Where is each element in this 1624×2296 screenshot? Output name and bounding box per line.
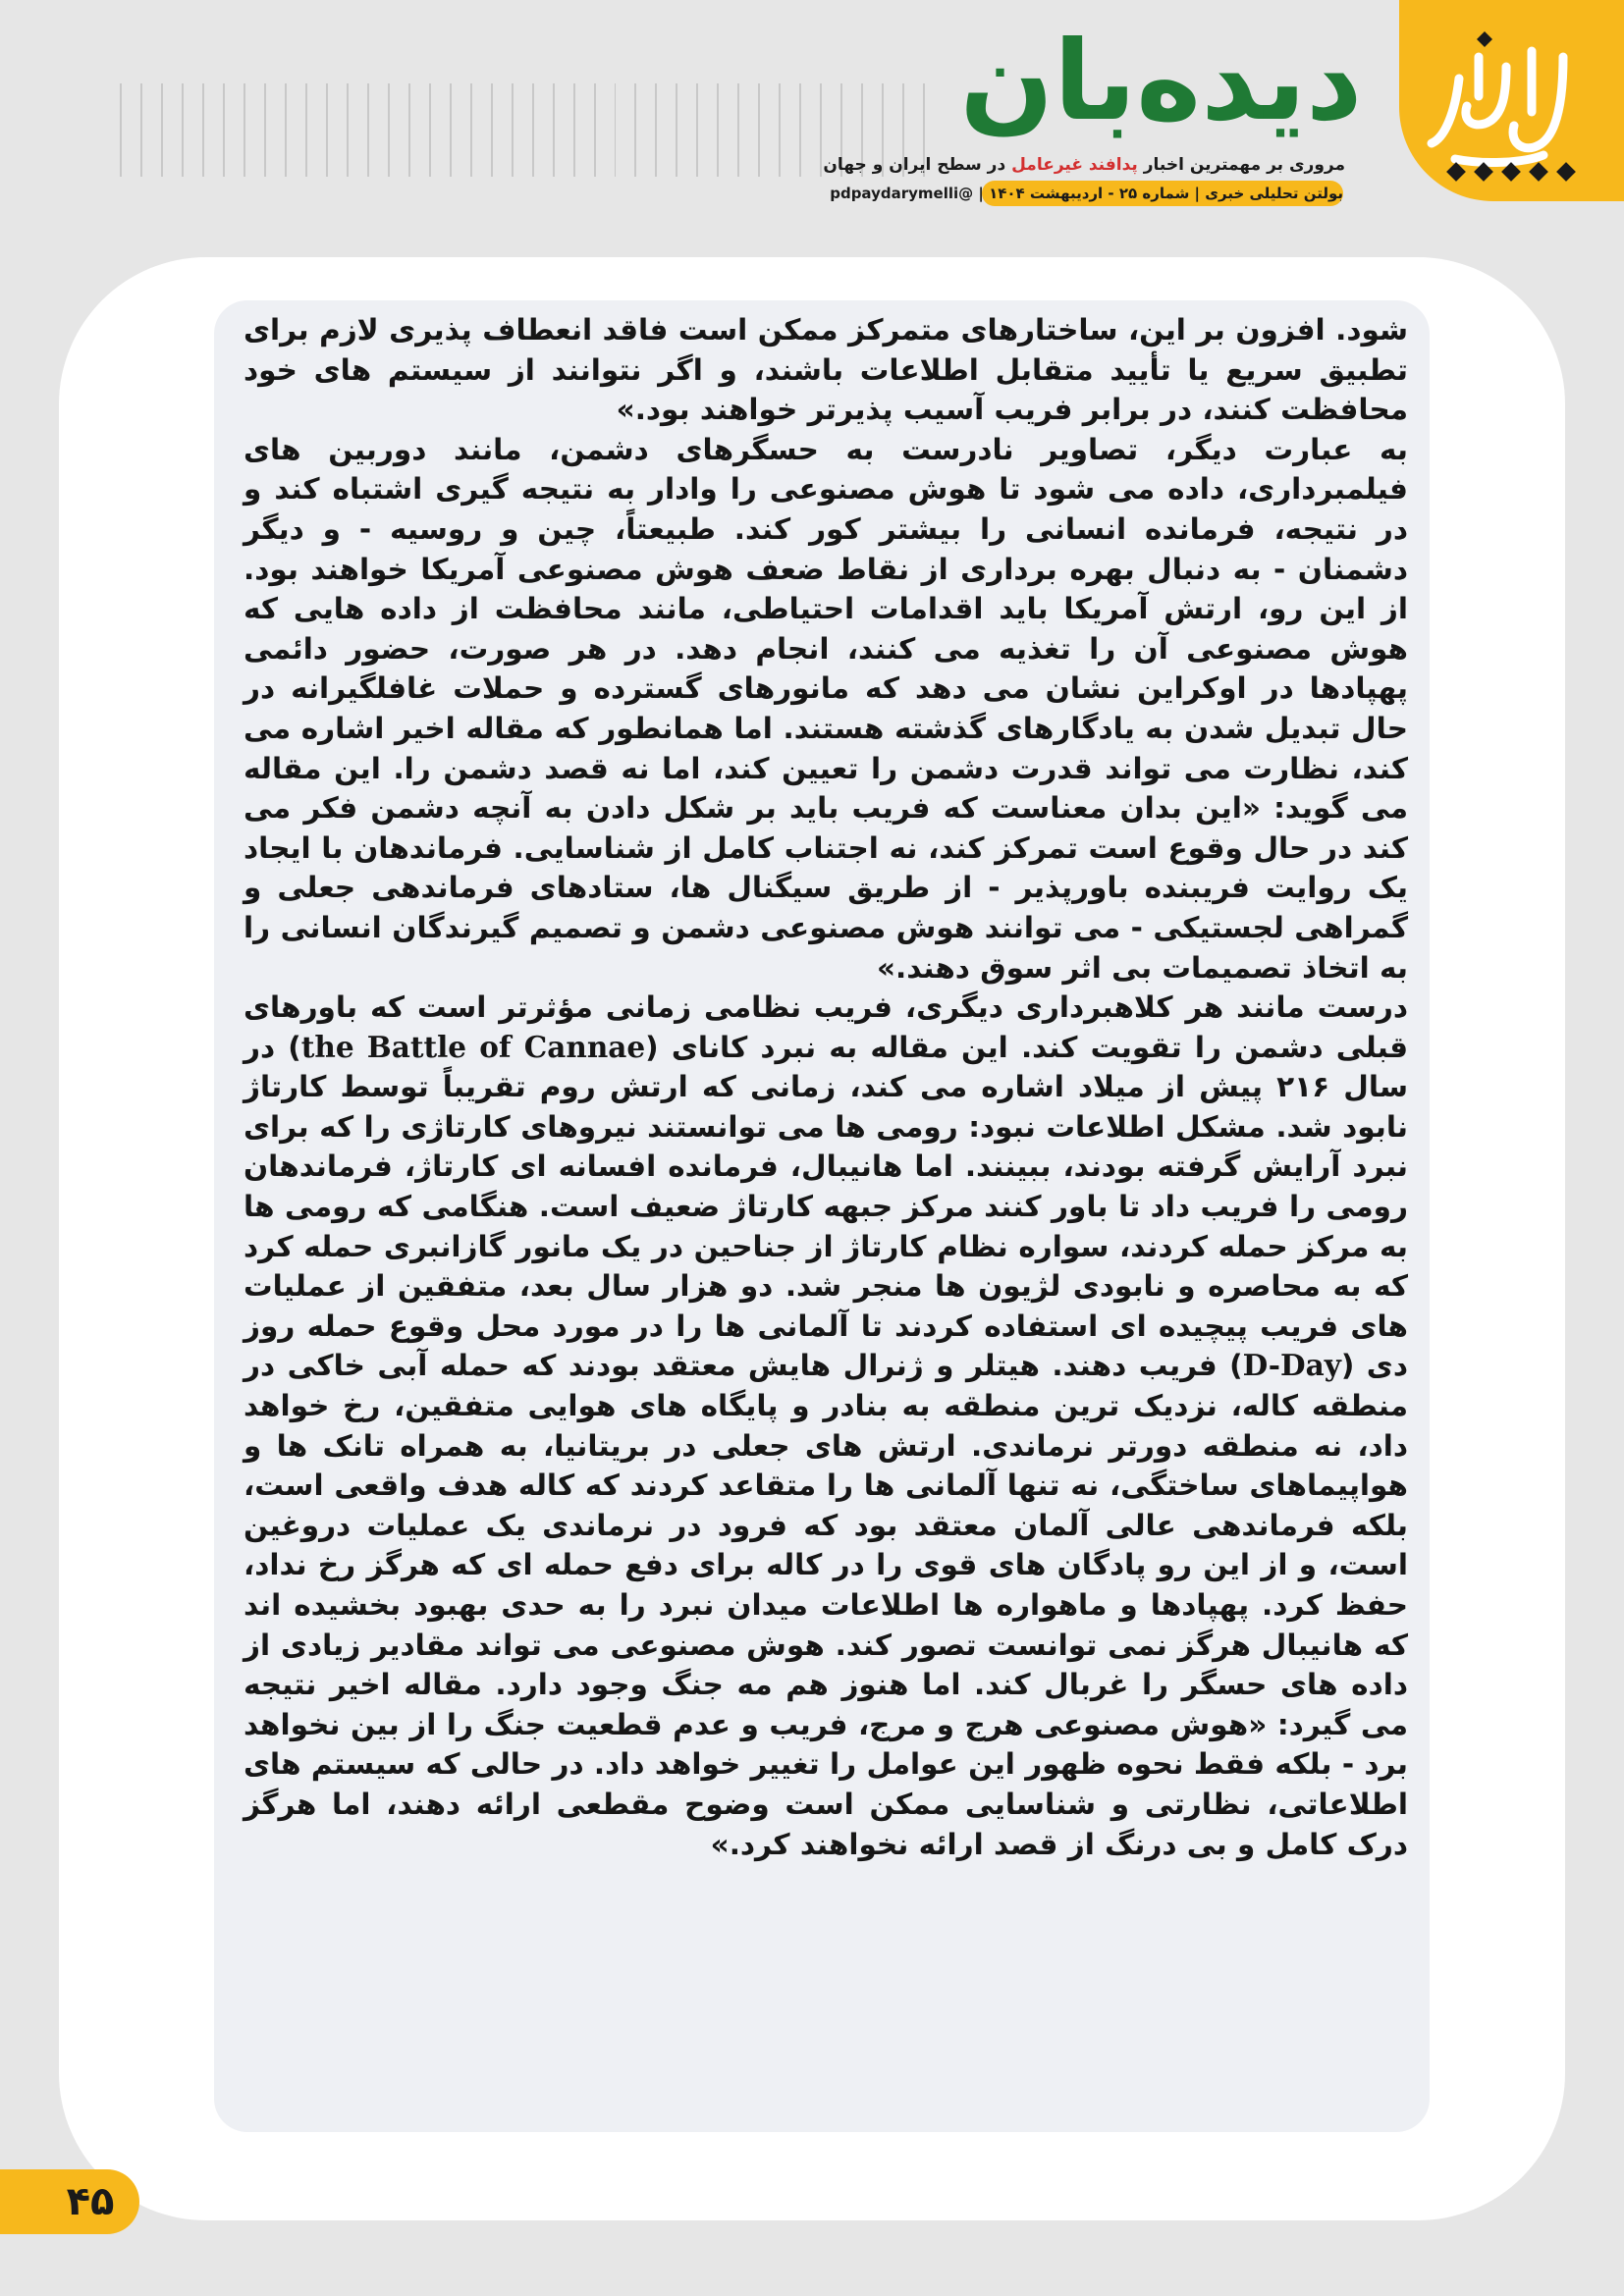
bulletin-info-bar: بولتن تحلیلی خبری | شماره ۲۵ - اردیبهشت ۱۴۰۴ | @pdpaydarymelli [982,181,1343,206]
article-paragraph-3 [244,988,1408,1864]
paragraph-3-part-1: درست مانند هر کلاهبرداری دیگری، فریب نظامی زمانی مؤثرتر است که باورهای قبلی دشمن را تقویت کند. این مقاله به نبرد کانای ( [244,990,1409,1064]
page-header [0,0,1624,226]
tagline-start: مروری بر مهمترین اخبار [1137,155,1345,175]
battle-of-cannae-term: the Battle of Cannae [300,1029,646,1064]
tagline-end: در سطح ایران و جهان [823,155,1012,175]
tagline-accent: پدافند غیرعامل [1011,155,1138,175]
brand-title: دیده‌بان [959,18,1363,145]
decorative-stripes [120,83,925,177]
d-day-term: D-Day [1242,1348,1341,1383]
paragraph-3-part-3: ) فریب دهند. هیتلر و ژنرال هایش معتقد بودند که حمله آبی خاکی در منطقه کاله، نزدیک ترین منطقه به بنادر و پایگاه های هوایی متفقین، رخ خواهد داد، نه منطقه دورتر نرماندی. ارتش های جعلی در بریتانیا، به همراه تانک ها و هواپیماهای ساختگی، نه تنها آلمانی ها را متقاعد کردند که کاله هدف واقعی است، بلکه فرماندهی عالی آلمان معتقد بود که فرود در نرماندی یک عملیات دروغین است، و از این رو پادگان های قوی را در کاله برای دفع حمله ای که هرگز رخ نداد، حفظ کرد. پهپادها و ماهواره ها اطلاعات میدان نبرد را به حدی بهبود بخشیده اند که هانیبال هرگز نمی توانست تصور کند. هوش مصنوعی می تواند مقادیر زیادی از داده های حسگر را غربال کند. اما هنوز هم مه جنگ وجود دارد. مقاله اخیر نتیجه می گیرد: «هوش مصنوعی هرج و مرج، فریب و عدم قطعیت جنگ را از بین نخواهد برد - بلکه فقط نحوه ظهور این عوامل را تغییر خواهد داد. در حالی که سیستم های اطلاعاتی، نظارتی و شناسایی ممکن است وضوح مقطعی ارائه دهند، اما هرگز درک کامل و بی درنگ از قصد ارائه نخواهند کرد.» [244,1349,1408,1861]
article-body [244,310,1408,2116]
article-paragraph-1: شود. افزون بر این، ساختارهای متمرکز ممکن است فاقد انعطاف پذیری لازم برای تطبیق سریع یا تأیید متقابل اطلاعات باشند، و اگر نتوانند از سیستم های خود محافظت کنند، در برابر فریب آسیب پذیرتر خواهند بود.» [244,313,1408,427]
brand-tagline [823,152,1345,178]
page-number: ۴۵ [66,2179,115,2224]
paydari-melli-logo-icon [1416,27,1593,194]
article-paragraph-2: به عبارت دیگر، تصاویر نادرست به حسگرهای دشمن، مانند دوربین های فیلمبرداری، داده می شود تا هوش مصنوعی را وادار به نتیجه گیری اشتباه کند و در نتیجه، فرمانده انسانی را بیشتر کور کند. طبیعتاً، چین و روسیه - و دیگر دشمنان - به دنبال بهره برداری از نقاط ضعف هوش مصنوعی آمریکا خواهند بود. از این رو، ارتش آمریکا باید اقدامات احتیاطی، مانند محافظت از داده هایی که هوش مصنوعی آن را تغذیه می کنند، انجام دهد. در هر صورت، حضور دائمی پهپادها در اوکراین نشان می دهد که مانورهای گسترده و حملات غافلگیرانه در حال تبدیل شدن به یادگارهای گذشته هستند. اما همانطور که مقاله اخیر اشاره می کند، نظارت می تواند قدرت دشمن را تعیین کند، اما نه قصد دشمن را. این مقاله می گوید: «این بدان معناست که فریب باید بر شکل دادن به آنچه دشمن فکر می کند در حال وقوع است تمرکز کند، نه اجتناب کامل از شناسایی. فرماندهان با ایجاد یک روایت فریبنده باورپذیر - از طریق سیگنال ها، ستادهای فرماندهی جعلی و گمراهی لجستیکی - می توانند هوش مصنوعی دشمن و تصمیم گیرندگان انسانی را به اتخاذ تصمیمات بی اثر سوق دهند.» [244,432,1408,985]
paragraph-3-part-2: ) در سال ۲۱۶ پیش از میلاد اشاره می کند، زمانی که ارتش روم تقریباً توسط کارتاژ نابود شد. مشکل اطلاعات نبود: رومی ها می توانستند نیروهای کارتاژی را که برای نبرد آرایش گرفته بودند، ببینند. اما هانیبال، فرمانده افسانه ای کارتاژ، فرماندهان رومی را فریب داد تا باور کنند مرکز جبهه کارتاژ ضعیف است. هنگامی که رومی ها به مرکز حمله کردند، سواره نظام کارتاژ از جناحین در یک مانور گازانبری حمله کرد که به محاصره و نابودی لژیون ها منجر شد. دو هزار سال بعد، متفقین از عملیات های فریب پیچیده ای استفاده کردند تا آلمانی ها را در مورد محل وقوع حمله روز دی ( [244,1030,1408,1383]
